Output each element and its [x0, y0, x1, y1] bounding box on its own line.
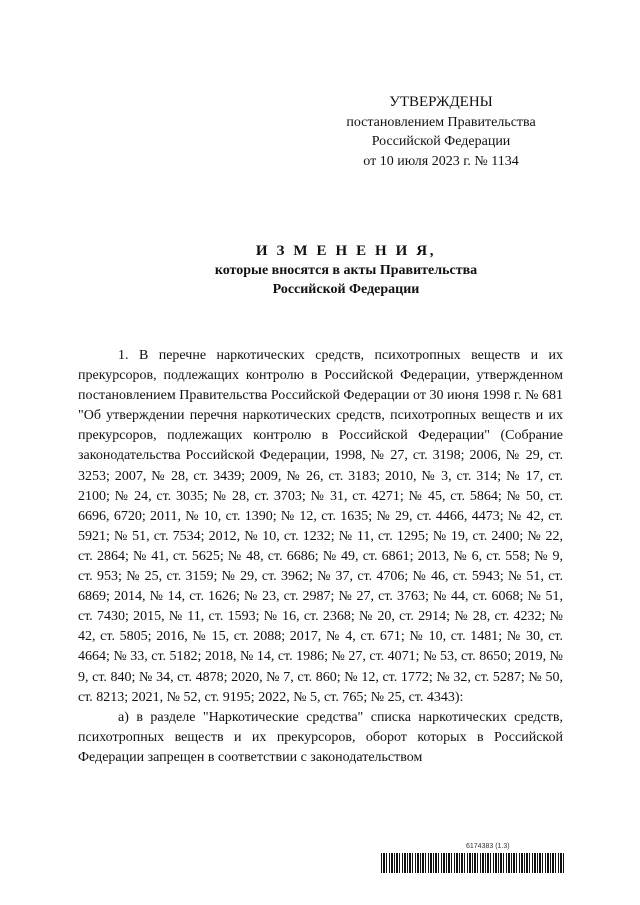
approval-heading: УТВЕРЖДЕНЫ: [389, 94, 493, 110]
barcode-number: 6174383 (1.3): [466, 843, 510, 850]
document-body: [78, 346, 563, 768]
approval-line-2: Российской Федерации: [371, 134, 511, 149]
approval-line-3: от 10 июля 2023 г. № 1134: [363, 153, 519, 169]
paragraph-1: 1. В перечне наркотических средств, психотропных веществ и их прекурсоров, подлежащих контролю в Российской Федерации, утвержденном постановлением Правительства Российской Федерации от 30 июня 1998 г. № 681 "Об утверждении перечня наркотических средств, психотропных веществ и их прекурсоров, подлежащих контролю в Российской Федерации" (Собрание законодательства Российской Федерации, 1998, № 27, ст. 3198; 2006, № 29, ст. 3253; 2007, № 28, ст. 3439; 2009, № 26, ст. 3183; 2010, № 3, ст. 314; № 17, ст. 2100; № 24, ст. 3035; № 28, ст. 3703; № 31, ст. 4271; № 45, ст. 5864; № 50, ст. 6696, 6720; 2011, № 10, ст. 1390; № 12, ст. 1635; № 29, ст. 4466, 4473; № 42, ст. 5921; № 51, ст. 7534; 2012, № 10, ст. 1232; № 11, ст. 1295; № 19, ст. 2400; № 22, ст. 2864; № 41, ст. 5625; № 48, ст. 6686; № 49, ст. 6861; 2013, № 6, ст. 558; № 9, ст. 953; № 25, ст. 3159; № 29, ст. 3962; № 37, ст. 4706; № 46, ст. 5943; № 51, ст. 6869; 2014, № 14, ст. 1626; № 23, ст. 2987; № 27, ст. 3763; № 44, ст. 6068; № 51, ст. 7430; 2015, № 11, ст. 1593; № 16, ст. 2368; № 20, ст. 2914; № 28, ст. 4232; № 42, ст. 5805; 2016, № 15, ст. 2088; 2017, № 4, ст. 671; № 10, ст. 1481; № 30, ст. 4664; № 33, ст. 5182; 2018, № 14, ст. 1986; № 27, ст. 4071; № 53, ст. 8650; 2019, № 9, ст. 840; № 34, ст. 4878; 2020, № 7, ст. 860; № 12, ст. 1772; № 32, ст. 5287; № 50, ст. 8213; 2021, № 52, ст. 9195; 2022, № 5, ст. 765; № 25, ст. 4343):: [78, 348, 563, 705]
barcode-icon: [381, 853, 564, 873]
approval-line-1: постановлением Правительства: [346, 114, 536, 130]
document-heading: [0, 241, 640, 299]
approval-block: [318, 93, 564, 171]
paragraph-2: а) в разделе "Наркотические средства" списка наркотических средств, психотропных веществ и их прекурсоров, оборот которых в Российской Федерации запрещен в соответствии с законодательством: [78, 709, 563, 765]
document-title: И З М Е Н Е Н И Я,: [255, 243, 437, 259]
document-subtitle-1: которые вносятся в акты Правительства: [214, 263, 478, 278]
document-subtitle-2: Российской Федерации: [272, 282, 420, 297]
